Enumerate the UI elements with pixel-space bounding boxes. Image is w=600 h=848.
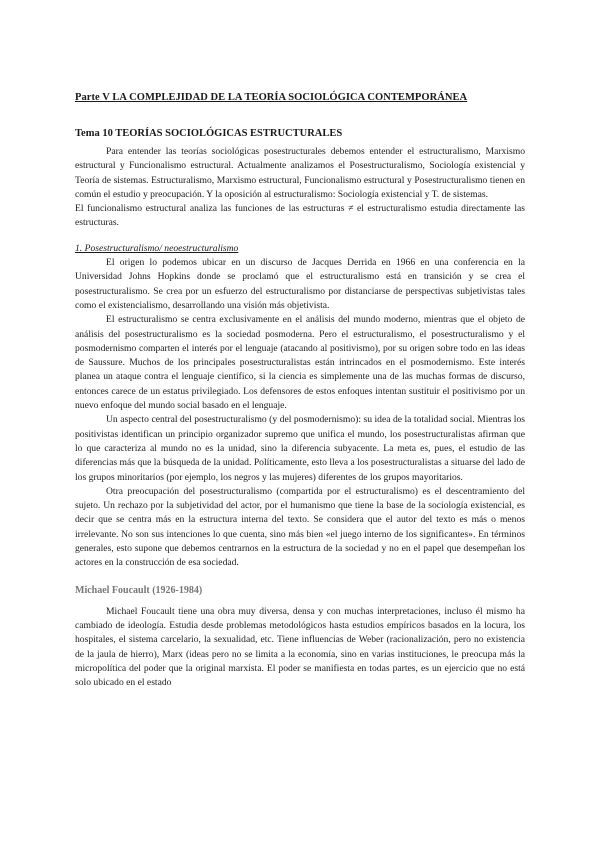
body-paragraph: Michael Foucault tiene una obra muy diversa, densa y con muchas interpretaciones, incluso él mismo ha cambiado de ideología. Estudia desde problemas metodológicos hasta estudios empíricos basados en la locura, los hospitales, el sistema carcelario, la sexualidad, etc. Tiene influencias de Weber (racionalización, pero no existencia de la jaula de hierro), Marx (ideas pero no se limita a la economía, sino en varias instituciones, le preocupa más la micropolítica del poder que la original marxista. El poder se manifiesta en todas partes, es un ejercicio que no está solo ubicado en el estado — [75, 605, 525, 689]
body-paragraph: Un aspecto central del posestructuralismo (y del posmodernismo): su idea de la totalidad social. Mientras los positivistas identifican un principio organizador supremo que unifica el mundo, los posestructuralistas afirman que lo que caracteriza al mundo no es la unidad, sino la diferencia subyacente. La meta es, pues, el estudio de las diferencias más que la búsqueda de la unidad. Políticamente, esto lleva a los posestructuralistas a situarse del lado de los grupos minoritarios (por ejemplo, los negros y las mujeres) diferentes de los grupos mayoritarios. — [75, 414, 525, 483]
part-title: Parte V LA COMPLEJIDAD DE LA TEORÍA SOCIOLÓGICA CONTEMPORÁNEA — [75, 92, 468, 103]
intro-paragraph: Para entender las teorías sociológicas posestructurales debemos entender el estructuralismo, Marxismo estructural y Funcionalismo estructural. Actualmente analizamos el Posestructuralismo, Sociología existencial y Teoría de sistemas. Estructuralismo, Marxismo estructural, Funcionalismo estructural y Posestructuralismo tienen en común el estudio y preocupación. Y la oposición al estructuralismo: Sociología existencial y T. de sistemas. — [75, 146, 525, 200]
tema-title: Tema 10 TEORÍAS SOCIOLÓGICAS ESTRUCTURALES — [75, 128, 343, 139]
body-paragraph: El estructuralismo se centra exclusivamente en el análisis del mundo moderno, mientras que el objeto de análisis del posestructuralismo es la sociedad posmoderna. Pero el estructuralismo, el posestructuralismo y el posmodernismo comparten el interés por el lenguaje (atacando al positivismo), por su origen sobre todo en las ideas de Saussure. Muchos de los principales posestructuralistas están intrincados en el posmodernismo. Este interés planea un ataque contra el lenguaje científico, si la ciencia es simplemente una de las muchas formas de discurso, entonces carece de un estatus privilegiado. Los defensores de estos enfoques intentan sustituir el positivismo por un nuevo enfoque del mundo social basado en el lenguaje. — [75, 314, 525, 412]
section-heading: 1. Posestructuralismo/ neoestructuralismo — [75, 242, 239, 254]
body-paragraph: Otra preocupación del posestructuralismo (compartida por el estructuralismo) es el descentramiento del sujeto. Un rechazo por la subjetividad del actor, por el humanismo que tiene la base de la sociología existencial, es decir que se centra más en la estructura interna del texto. Se considera que el autor del texto es más o menos irrelevante. No son sus intenciones lo que cuenta, sino más bien «el juego interno de los significantes». En términos generales, esto supone que debemos centrarnos en la estructura de la sociedad y no en el papel que desempeñan los actores en la construcción de esa sociedad. — [75, 485, 525, 569]
author-heading: Michael Foucault (1926-1984) — [75, 584, 203, 596]
body-paragraph: El origen lo podemos ubicar en un discurso de Jacques Derrida en 1966 en una conferencia en la Universidad Johns Hopkins donde se proclamó que el estructuralismo está en transición y se crea el posestructuralismo. Se crea por un esfuerzo del estructuralismo por distanciarse de perspectivas subjetivistas tales como el existencialismo, desarrollando una visión más objetivista. — [75, 257, 525, 311]
intro-paragraph: El funcionalismo estructural analiza las funciones de las estructuras ≠ el estructuralismo estudia directamente las estructuras. — [75, 203, 525, 229]
